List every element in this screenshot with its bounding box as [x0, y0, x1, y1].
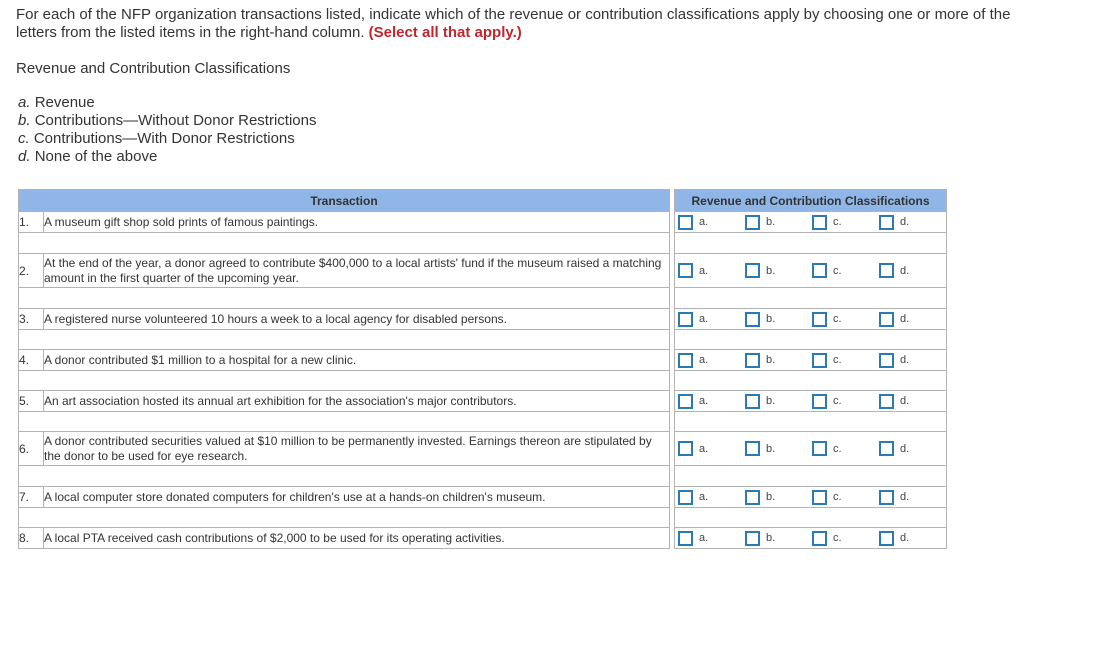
classification-options: [18, 94, 316, 166]
spacer-row: [19, 412, 947, 432]
classification-choices: [675, 254, 947, 288]
choice-label: d.: [900, 491, 910, 503]
table-row: [19, 350, 947, 371]
choice-label: b.: [766, 442, 776, 455]
choice-option[interactable]: [745, 215, 812, 230]
choice-label: b.: [766, 354, 776, 366]
checkbox[interactable]: [678, 531, 693, 546]
table-row: [19, 391, 947, 412]
choice-label: c.: [833, 491, 842, 503]
choice-label: c.: [833, 354, 842, 366]
classification-choices: [675, 309, 947, 330]
checkbox[interactable]: [745, 441, 760, 456]
choice-label: a.: [699, 532, 709, 544]
choice-option[interactable]: [879, 263, 946, 278]
checkbox[interactable]: [745, 215, 760, 230]
spacer-row: [19, 233, 947, 254]
choice-label: b.: [766, 395, 776, 407]
choice-label: a.: [699, 216, 709, 228]
checkbox[interactable]: [879, 441, 894, 456]
checkbox[interactable]: [745, 531, 760, 546]
choice-label: a.: [699, 442, 709, 455]
row-number: 1.: [19, 212, 44, 233]
transaction-text: At the end of the year, a donor agreed to contribute $400,000 to a local artists' fund if the museum raised a matching amount in the first quarter of the upcoming year.: [44, 254, 670, 288]
option-text: Contributions—With Donor Restrictions: [33, 130, 295, 147]
choice-option[interactable]: [879, 394, 946, 409]
classification-option: [18, 130, 316, 148]
checkbox[interactable]: [879, 312, 894, 327]
choice-option[interactable]: [745, 394, 812, 409]
choice-label: d.: [900, 532, 910, 544]
checkbox[interactable]: [678, 441, 693, 456]
choice-option[interactable]: [812, 353, 879, 368]
option-letter: a.: [18, 94, 31, 111]
classification-choices: [675, 432, 947, 466]
choice-label: d.: [900, 313, 910, 325]
choice-option[interactable]: [678, 441, 745, 456]
choice-label: d.: [900, 264, 910, 277]
option-letter: c.: [18, 130, 30, 147]
option-text: Contributions—Without Donor Restrictions: [34, 112, 317, 129]
classification-option: [18, 94, 316, 112]
checkbox[interactable]: [812, 353, 827, 368]
instructions: [16, 6, 1016, 42]
choice-label: c.: [833, 313, 842, 325]
checkbox[interactable]: [678, 490, 693, 505]
row-number: 3.: [19, 309, 44, 330]
choice-option[interactable]: [678, 312, 745, 327]
classification-choices: [675, 487, 947, 508]
transaction-column-header: Transaction: [19, 190, 670, 212]
choice-option[interactable]: [678, 353, 745, 368]
choice-label: d.: [900, 216, 910, 228]
choice-label: b.: [766, 491, 776, 503]
transaction-text: A local PTA received cash contributions of $2,000 to be used for its operating activities.: [44, 528, 670, 549]
select-all-note: (Select all that apply.): [368, 24, 522, 41]
choice-option[interactable]: [678, 215, 745, 230]
table-row: [19, 309, 947, 330]
checkbox[interactable]: [879, 531, 894, 546]
choice-option[interactable]: [879, 531, 946, 546]
checkbox[interactable]: [879, 490, 894, 505]
choice-option[interactable]: [745, 441, 812, 456]
choice-label: c.: [833, 264, 842, 277]
choice-option[interactable]: [678, 394, 745, 409]
table-row: [19, 487, 947, 508]
table-row: [19, 212, 947, 233]
transaction-text: A museum gift shop sold prints of famous paintings.: [44, 212, 670, 233]
transactions-table: [18, 189, 947, 549]
checkbox[interactable]: [745, 353, 760, 368]
choice-option[interactable]: [745, 312, 812, 327]
checkbox[interactable]: [678, 394, 693, 409]
table-row: [19, 432, 947, 466]
checkbox[interactable]: [678, 312, 693, 327]
spacer-row: [19, 330, 947, 350]
row-number: 7.: [19, 487, 44, 508]
option-text: Revenue: [34, 94, 95, 111]
choice-label: b.: [766, 532, 776, 544]
checkbox[interactable]: [879, 263, 894, 278]
choice-option[interactable]: [879, 490, 946, 505]
classification-choices: [675, 528, 947, 549]
choice-option[interactable]: [812, 263, 879, 278]
classifications-column-header: Revenue and Contribution Classifications: [675, 190, 947, 212]
checkbox[interactable]: [879, 215, 894, 230]
choice-option[interactable]: [879, 441, 946, 456]
choice-option[interactable]: [678, 531, 745, 546]
table-row: [19, 528, 947, 549]
choice-option[interactable]: [745, 531, 812, 546]
choice-label: b.: [766, 216, 776, 228]
checkbox[interactable]: [745, 263, 760, 278]
choice-option[interactable]: [812, 490, 879, 505]
choice-option[interactable]: [745, 263, 812, 278]
instructions-text: For each of the NFP organization transactions listed, indicate which of the revenue or contribution classifications apply by choosing one or more of the letters from the listed items in the right-hand column.: [16, 6, 1011, 41]
transaction-text: A local computer store donated computers for children's use at a hands-on children's museum.: [44, 487, 670, 508]
checkbox[interactable]: [812, 490, 827, 505]
transaction-text: A donor contributed securities valued at $10 million to be permanently invested. Earnings thereon are stipulated by the donor to be used for eye research.: [44, 432, 670, 466]
choice-option[interactable]: [812, 312, 879, 327]
spacer-row: [19, 288, 947, 309]
transaction-text: A registered nurse volunteered 10 hours a week to a local agency for disabled persons.: [44, 309, 670, 330]
checkbox[interactable]: [678, 263, 693, 278]
checkbox[interactable]: [745, 394, 760, 409]
classification-choices: [675, 212, 947, 233]
choice-label: a.: [699, 313, 709, 325]
checkbox[interactable]: [745, 312, 760, 327]
option-letter: d.: [18, 148, 31, 165]
classifications-heading: Revenue and Contribution Classifications: [16, 60, 291, 77]
spacer-row: [19, 508, 947, 528]
choice-label: a.: [699, 491, 709, 503]
choice-option[interactable]: [745, 353, 812, 368]
spacer-row: [19, 371, 947, 391]
option-text: None of the above: [34, 148, 158, 165]
checkbox[interactable]: [879, 353, 894, 368]
choice-option[interactable]: [879, 312, 946, 327]
transaction-text: An art association hosted its annual art exhibition for the association's major contributors.: [44, 391, 670, 412]
row-number: 6.: [19, 432, 44, 466]
choice-option[interactable]: [812, 531, 879, 546]
transaction-text: A donor contributed $1 million to a hospital for a new clinic.: [44, 350, 670, 371]
choice-label: d.: [900, 442, 910, 455]
choice-option[interactable]: [812, 394, 879, 409]
choice-label: c.: [833, 216, 842, 228]
choice-label: b.: [766, 264, 776, 277]
checkbox[interactable]: [879, 394, 894, 409]
choice-label: a.: [699, 264, 709, 277]
classification-option: [18, 148, 316, 166]
choice-label: a.: [699, 354, 709, 366]
checkbox[interactable]: [812, 215, 827, 230]
checkbox[interactable]: [678, 215, 693, 230]
classification-option: [18, 112, 316, 130]
row-number: 5.: [19, 391, 44, 412]
option-letter: b.: [18, 112, 31, 129]
table-row: [19, 254, 947, 288]
choice-option[interactable]: [879, 353, 946, 368]
choice-option[interactable]: [745, 490, 812, 505]
choice-option[interactable]: [678, 263, 745, 278]
classification-choices: [675, 391, 947, 412]
checkbox[interactable]: [812, 263, 827, 278]
classification-choices: [675, 350, 947, 371]
choice-label: c.: [833, 395, 842, 407]
checkbox[interactable]: [678, 353, 693, 368]
checkbox[interactable]: [812, 394, 827, 409]
spacer-row: [19, 466, 947, 487]
row-number: 4.: [19, 350, 44, 371]
choice-label: d.: [900, 395, 910, 407]
checkbox[interactable]: [812, 531, 827, 546]
choice-label: a.: [699, 395, 709, 407]
choice-label: b.: [766, 313, 776, 325]
choice-option[interactable]: [678, 490, 745, 505]
checkbox[interactable]: [745, 490, 760, 505]
row-number: 8.: [19, 528, 44, 549]
checkbox[interactable]: [812, 312, 827, 327]
choice-label: c.: [833, 532, 842, 544]
choice-option[interactable]: [879, 215, 946, 230]
choice-label: c.: [833, 442, 842, 455]
choice-option[interactable]: [812, 215, 879, 230]
choice-label: d.: [900, 354, 910, 366]
row-number: 2.: [19, 254, 44, 288]
checkbox[interactable]: [812, 441, 827, 456]
choice-option[interactable]: [812, 441, 879, 456]
